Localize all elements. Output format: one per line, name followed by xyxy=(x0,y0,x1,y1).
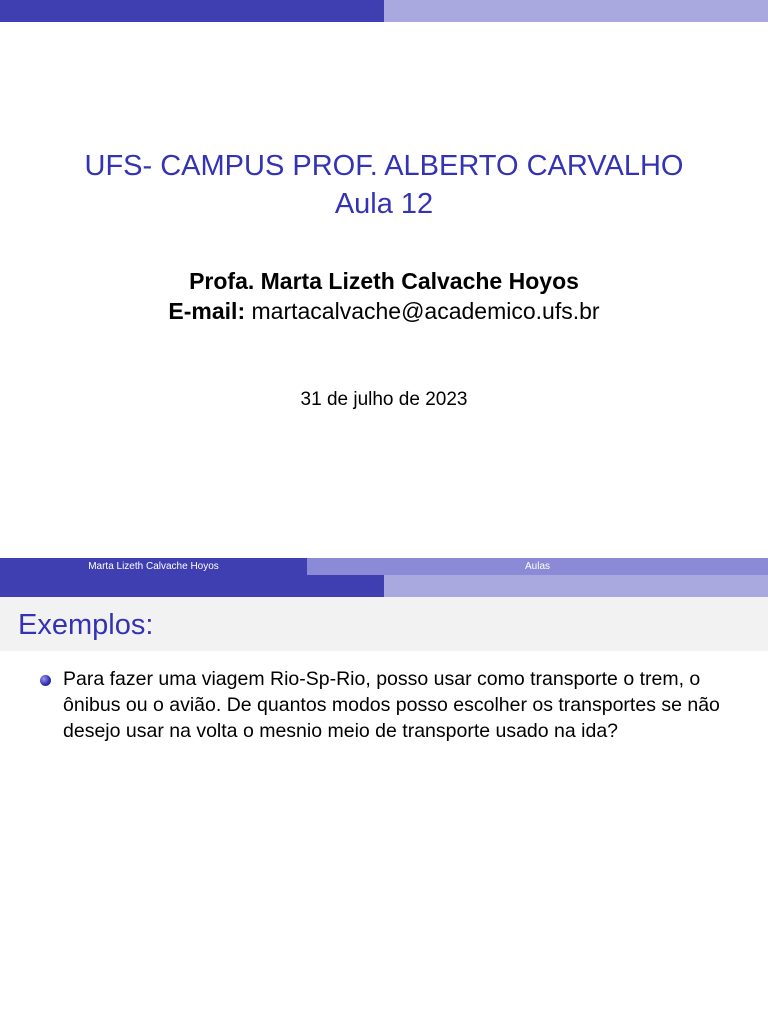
email-line xyxy=(0,296,768,326)
email-label: E-mail: xyxy=(168,298,246,324)
slide-title-line1: UFS- CAMPUS PROF. ALBERTO CARVALHO xyxy=(84,150,684,182)
header-bar-left-slide2 xyxy=(0,575,384,597)
footer-author: Marta Lizeth Calvache Hoyos xyxy=(88,561,219,572)
email-address: martacalvache@academico.ufs.br xyxy=(251,298,600,324)
header-bar-left xyxy=(0,0,384,22)
footer-short-title: Aulas xyxy=(524,561,550,572)
header-bar-right-slide2 xyxy=(384,575,768,597)
slide-title-line2: Aula 12 xyxy=(334,188,434,220)
bullet-item: Para fazer uma viagem Rio-Sp-Rio, posso usar como transporte o trem, o ônibus ou o avião. De quantos modos posso escolher os transportes se não desejo usar na volta o mesnio meio de transporte usado na ida? xyxy=(63,668,720,742)
bullet-ball-icon xyxy=(40,675,51,686)
presentation-date: 31 de julho de 2023 xyxy=(300,389,468,410)
author-name: Profa. Marta Lizeth Calvache Hoyos xyxy=(189,268,579,294)
header-bar-right xyxy=(384,0,768,22)
frame-title: Exemplos: xyxy=(18,609,154,641)
